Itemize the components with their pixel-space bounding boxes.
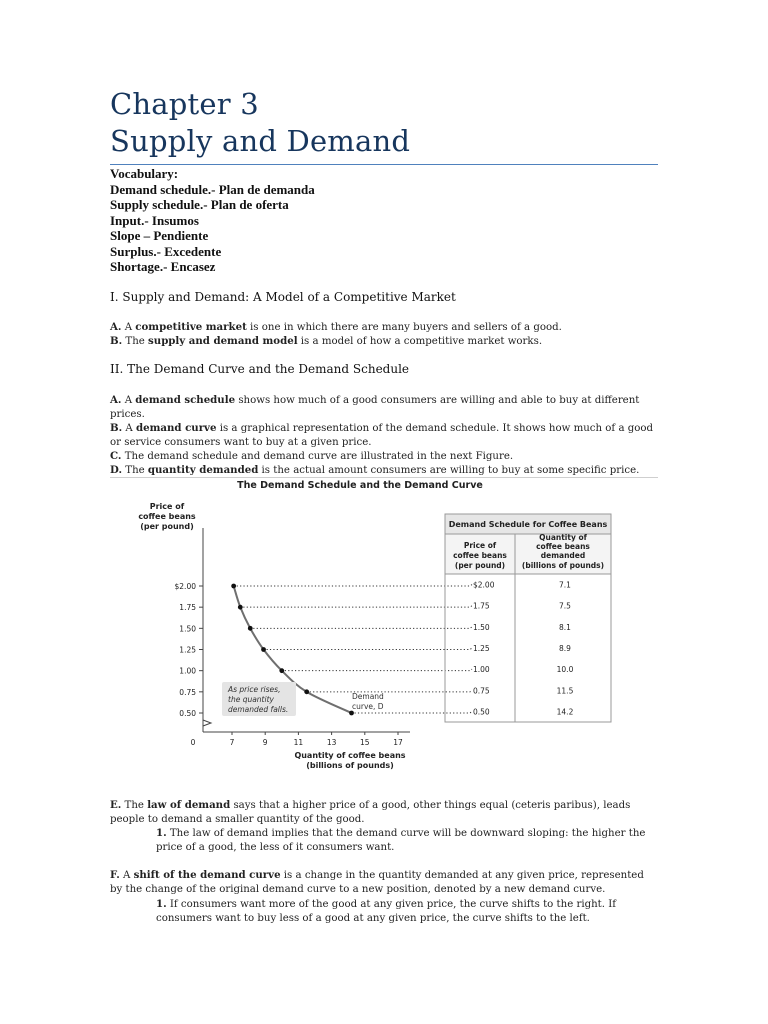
curve-label-line: curve, D <box>352 702 384 711</box>
figure-title: The Demand Schedule and the Demand Curve <box>237 480 483 491</box>
item-letter: B. <box>110 422 123 434</box>
section-2-item-b <box>110 421 658 450</box>
data-point <box>304 689 309 694</box>
y-tick-label: 0.75 <box>179 687 196 697</box>
text-run: The demand schedule and demand curve are illustrated in the next Figure. <box>121 451 514 462</box>
x-axis-label-line: Quantity of coffee beans <box>294 751 406 760</box>
item-letter: C. <box>110 450 122 462</box>
section-1-heading: I. Supply and Demand: A Model of a Competitive Market <box>110 290 456 304</box>
data-point <box>238 605 243 610</box>
key-term: law of demand <box>147 799 231 811</box>
x-ticks <box>191 732 403 747</box>
col2-header-line: coffee beans <box>536 542 590 551</box>
x-axis-label-line: (billions of pounds) <box>306 761 394 770</box>
dotted-guide <box>285 669 472 671</box>
vocab-item: Slope – Pendiente <box>110 228 209 243</box>
section-1-item-a <box>110 320 658 335</box>
item-letter: A. <box>110 321 122 333</box>
table-price-cell: 1.50 <box>473 622 490 632</box>
table-title: Demand Schedule for Coffee Beans <box>448 520 608 529</box>
item-letter: E. <box>110 799 122 811</box>
table-body <box>445 574 611 722</box>
vocab-heading: Vocabulary: <box>110 166 179 181</box>
annotation-line: the quantity <box>228 695 274 704</box>
text-run: The law of demand implies that the demand curve will be downward sloping: the higher the price of a good, the less of it consumers want. <box>156 828 646 853</box>
page-title <box>110 86 410 160</box>
item-letter: B. <box>110 335 123 347</box>
col1-header-line: Price of <box>463 541 497 550</box>
y-axis-label-line: coffee beans <box>138 512 196 521</box>
table-price-cell: 1.75 <box>473 601 490 611</box>
x-tick-label: 9 <box>262 738 268 747</box>
data-point <box>349 711 354 716</box>
y-tick-label: 0.50 <box>179 709 196 718</box>
demand-chart-svg <box>110 476 658 776</box>
text-run: is the actual amount consumers are willing to buy at some specific price. <box>258 465 640 476</box>
table-quantity-cell: 14.2 <box>556 707 574 717</box>
col1-header-line: (per pound) <box>454 561 506 570</box>
text-run: A <box>122 423 137 434</box>
col2-header-line: Quantity of <box>539 533 587 542</box>
section-e <box>110 798 658 827</box>
dotted-guide <box>243 606 472 607</box>
table-price-cell: 1.00 <box>473 665 490 675</box>
dotted-guide <box>310 690 472 692</box>
text-run: is a model of how a competitive market works. <box>297 336 543 347</box>
text-run: is one in which there are many buyers and sellers of a good. <box>246 322 562 333</box>
dotted-guide <box>267 648 472 650</box>
text-run: The <box>121 800 148 811</box>
dotted-guide <box>253 627 472 628</box>
data-point <box>261 647 266 652</box>
vocab-item: Input.- Insumos <box>110 212 199 228</box>
col2-header-line: (billions of pounds) <box>521 561 605 570</box>
table-quantity-cell: 7.1 <box>559 580 571 590</box>
vocab-item: Demand schedule.- Plan de demanda <box>110 181 315 197</box>
key-term: competitive market <box>135 321 247 333</box>
vocab-item: Shortage.- Encasez <box>110 259 216 274</box>
table-price-cell: 0.75 <box>473 686 490 696</box>
section-2-item-c <box>110 449 658 464</box>
text-run: The <box>122 465 148 476</box>
sub-number: 1. <box>156 898 167 910</box>
y-axis-label-line: (per pound) <box>140 522 194 531</box>
key-term: demand schedule <box>135 394 236 406</box>
text-run: is a change in the quantity demanded at any given price, represented by the change of the original demand curve to a new position, denoted by a new demand curve. <box>110 870 644 895</box>
y-tick-label: 1.25 <box>179 645 196 655</box>
text-run: The <box>122 336 149 347</box>
col1-header-line: coffee beans <box>453 551 507 560</box>
table-quantity-cell: 8.1 <box>559 622 571 632</box>
vocabulary-list <box>110 166 315 275</box>
item-letter: D. <box>110 464 123 476</box>
data-point <box>248 626 253 631</box>
table-price-cell: 0.50 <box>473 707 490 717</box>
x-tick-label: 7 <box>229 738 235 747</box>
annotation-line: demanded falls. <box>228 705 289 714</box>
text-run: says that a higher price of a good, other things equal (ceteris paribus), leads people to demand a smaller quantity of the good. <box>110 800 631 825</box>
title-line-2: Supply and Demand <box>110 124 411 158</box>
text-run: If consumers want more of the good at any given price, the curve shifts to the right. If consumers want to buy less of a good at any given price, the curve shifts to the left. <box>156 899 617 924</box>
vocab-item: Supply schedule.- Plan de oferta <box>110 197 289 212</box>
curve-label-line: Demand <box>352 692 384 701</box>
col2-header-line: demanded <box>540 551 586 560</box>
data-point <box>231 584 236 589</box>
section-2-item-a <box>110 393 658 422</box>
vocab-item: Surplus.- Excedente <box>110 243 222 259</box>
y-tick-label: 1.00 <box>179 666 196 676</box>
text-run: A <box>121 322 136 333</box>
table-rows <box>473 581 574 717</box>
data-point <box>279 668 284 673</box>
axis-break <box>203 720 211 726</box>
section-f-sub-1 <box>156 897 656 926</box>
section-f <box>110 868 658 897</box>
y-tick-label: 1.50 <box>179 624 196 634</box>
x-tick-label: 17 <box>393 738 403 747</box>
x-tick-label: 15 <box>360 738 370 747</box>
table-quantity-cell: 7.5 <box>559 601 571 611</box>
table-quantity-cell: 8.9 <box>559 644 571 653</box>
title-line-1: Chapter 3 <box>110 87 259 121</box>
key-term: demand curve <box>136 422 217 434</box>
y-axis-label-line: Price of <box>149 502 185 511</box>
x-tick-label: 13 <box>326 738 337 747</box>
y-ticks <box>175 582 203 718</box>
key-term: shift of the demand curve <box>133 869 281 881</box>
x-origin-label: 0 <box>190 738 196 747</box>
x-tick-label: 11 <box>293 738 304 747</box>
section-1-item-b <box>110 334 658 349</box>
key-term: quantity demanded <box>147 464 259 476</box>
table-quantity-cell: 10.0 <box>556 665 574 675</box>
demand-figure <box>110 476 658 781</box>
text-run: A <box>121 395 136 406</box>
section-2-heading: II. The Demand Curve and the Demand Schedule <box>110 362 410 376</box>
table-price-cell: $2.00 <box>473 580 495 590</box>
y-tick-label: $2.00 <box>174 582 196 591</box>
text-run: A <box>119 870 134 881</box>
dotted-guide <box>355 711 472 713</box>
table-quantity-cell: 11.5 <box>556 686 574 696</box>
text-run: is a graphical representation of the demand schedule. It shows how much of a good or service consumers want to buy at a given price. <box>110 423 654 448</box>
title-rule <box>110 164 658 165</box>
text-run: shows how much of a good consumers are willing and able to buy at different prices. <box>110 395 640 420</box>
item-letter: A. <box>110 394 122 406</box>
item-letter: F. <box>110 869 120 881</box>
dotted-guide <box>237 585 472 586</box>
table-price-cell: 1.25 <box>473 644 490 653</box>
annotation-line: As price rises, <box>228 685 281 694</box>
y-tick-label: 1.75 <box>179 603 196 613</box>
section-e-sub-1 <box>156 826 656 855</box>
key-term: supply and demand model <box>148 335 298 347</box>
sub-number: 1. <box>156 827 167 839</box>
